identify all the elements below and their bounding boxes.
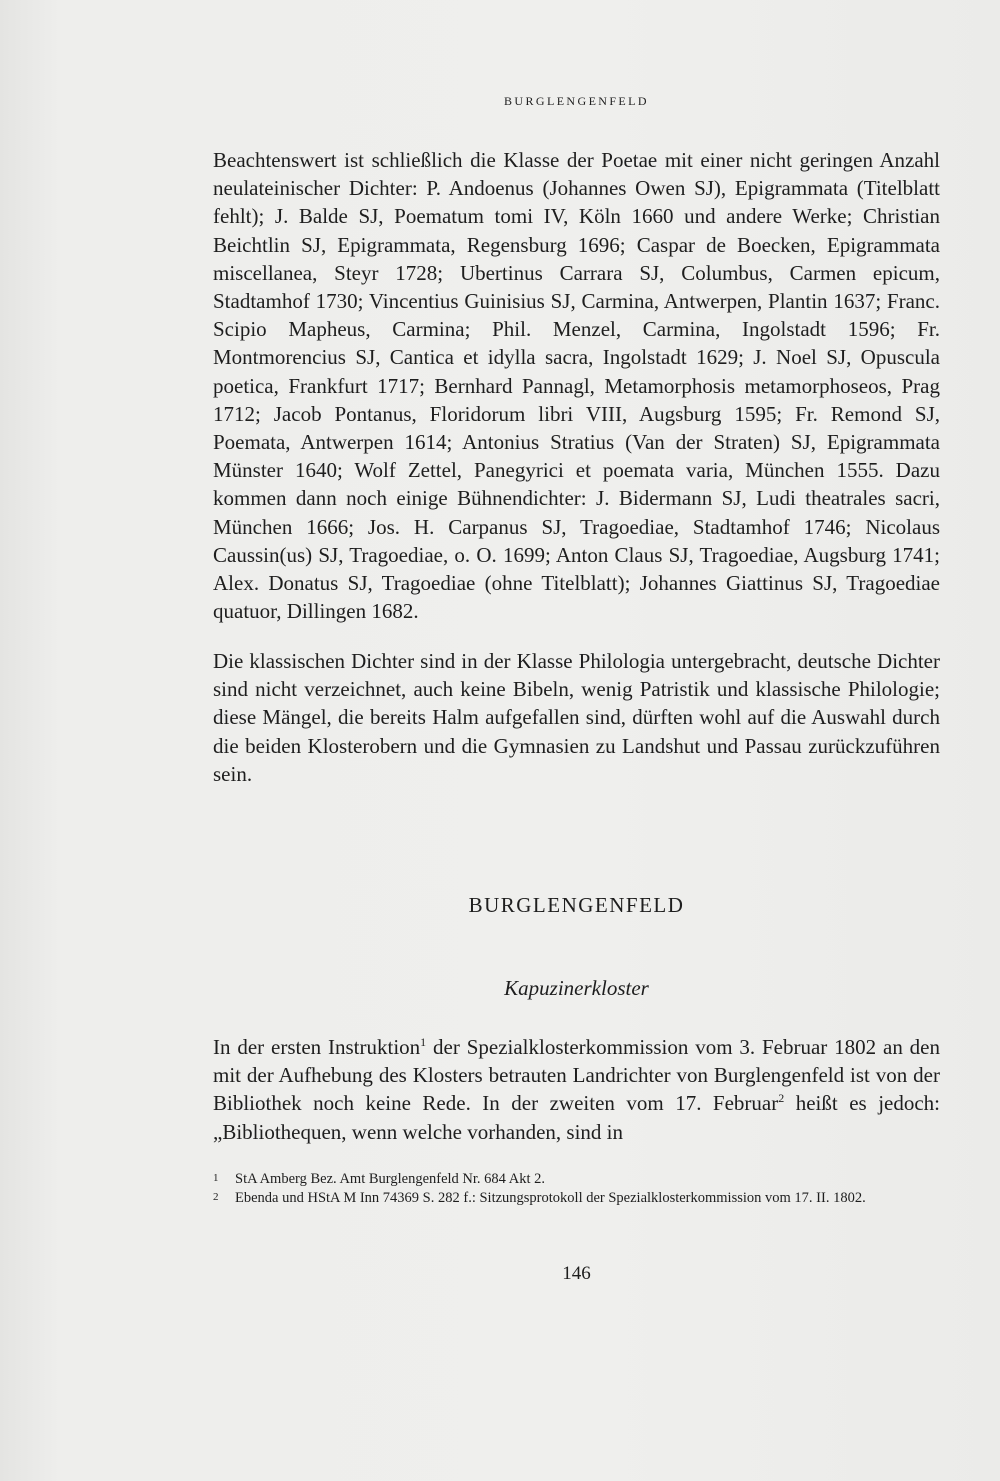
- footnote: [213, 1189, 940, 1208]
- page-number: 146: [562, 1263, 591, 1284]
- section-subtitle: Kapuzinerkloster: [504, 976, 649, 1000]
- paragraph-instruktion: [213, 1033, 940, 1146]
- paragraph-philologia: Die klassischen Dichter sind in der Klasse Philologia untergebracht, deutsche Dichter sind nicht verzeichnet, auch keine Bibeln, wenig Patristik und klassische Philologie; diese Mängel, die bereits Halm aufgefallen sind, dürften wohl auf die Auswahl durch die beiden Klosterobern und die Gymnasien zu Landshut und Passau zurückzuführen sein.: [213, 649, 940, 786]
- footnote-number: 1: [213, 1172, 219, 1184]
- paragraph-text: heißt es jedoch: „Bibliothequen, wenn welche vorhanden, sind in: [213, 1091, 941, 1144]
- footnote-text: Ebenda und HStA M Inn 74369 S. 282 f.: Sitzungsprotokoll der Spezialklosterkommission vom 17. II. 1802.: [235, 1190, 866, 1206]
- footnote-ref[interactable]: 2: [778, 1091, 785, 1106]
- running-head: BURGLENGENFELD: [504, 94, 649, 108]
- footnote-text: StA Amberg Bez. Amt Burglengenfeld Nr. 684 Akt 2.: [235, 1171, 545, 1187]
- body-text-block: [213, 146, 940, 625]
- footnote-ref[interactable]: 1: [420, 1035, 427, 1049]
- paragraph-text: In der ersten Instruktion: [213, 1035, 421, 1059]
- footnotes: [213, 1170, 940, 1208]
- paragraph-poetae: Beachtenswert ist schließlich die Klasse der Poetae mit einer nicht geringen Anzahl neulateinischer Dichter: P. Andoenus (Johannes Owen SJ), Epigrammata (Titelblatt fehlt); J. Balde SJ, Poematum tomi IV, Köln 1660 und andere Werke; Christian Beichtlin SJ, Epigrammata, Regensburg 1696; Caspar de Boecken, Epigrammata miscellanea, Steyr 1728; Ubertinus Carrara SJ, Columbus, Carmen epicum, Stadtamhof 1730; Vincentius Guinisius SJ, Carmina, Antwerpen, Plantin 1637; Franc. Scipio Mapheus, Carmina; Phil. Menzel, Carmina, Ingolstadt 1596; Fr. Montmorencius SJ, Cantica et idylla sacra, Ingolstadt 1629; J. Noel SJ, Opuscula poetica, Frankfurt 1717; Bernhard Pannagl, Metamorphosis metamorphoseos, Prag 1712; Jacob Pontanus, Floridorum libri VIII, Augsburg 1595; Fr. Remond SJ, Poemata, Antwerpen 1614; Antonius Stratius (Van der Straten) SJ, Epigrammata Münster 1640; Wolf Zettel, Panegyrici et poemata varia, München 1555. Dazu kommen dann noch einige Bühnendichter: J. Bidermann SJ, Ludi theatrales sacri, München 1666; Jos. H. Carpanus SJ, Tragoediae, Stadtamhof 1746; Nicolaus Caussin(us) SJ, Tragoediae, o. O. 1699; Anton Claus SJ, Tragoediae, Augsburg 1741; Alex. Donatus SJ, Tragoediae (ohne Titelblatt); Johannes Giattinus SJ, Tragoediae quatuor, Dillingen 1682.: [213, 148, 940, 624]
- footnote-number: 2: [213, 1191, 219, 1203]
- paragraph-text: der Spezialklosterkommission vom 3. Februar 1802 an den mit der Aufhebung des Klosters betrauten Landrichter von Burglengenfeld ist von der Bibliothek noch keine Rede. In der zweiten vom 17. Februar: [213, 1035, 940, 1116]
- body-text-block: [213, 1033, 940, 1146]
- footnote: [213, 1170, 940, 1189]
- body-text-block: [213, 647, 940, 788]
- section-title: BURGLENGENFELD: [468, 893, 685, 917]
